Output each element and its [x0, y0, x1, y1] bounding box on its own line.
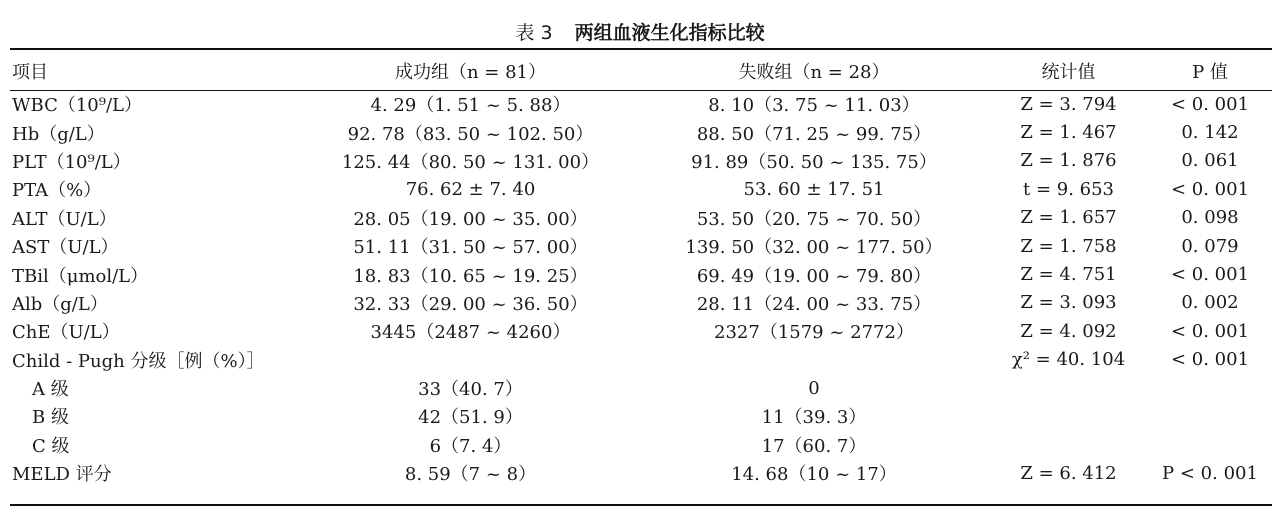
cell-failure-group: 8. 10（3. 75 ~ 11. 03） [708, 95, 920, 117]
cell-statistic [989, 402, 1148, 430]
cell-success-group: 8. 59（7 ~ 8） [404, 464, 537, 486]
table-title: 两组血液生化指标比较 [574, 22, 765, 44]
table-body [10, 90, 1272, 487]
cell-p-value: < 0. 001 [1170, 349, 1250, 371]
cell-success-group: 33（40. 7） [418, 379, 523, 401]
cell-success-group [302, 346, 639, 374]
cell-failure-group: 88. 50（71. 25 ~ 99. 75） [696, 123, 932, 145]
cell-item: TBil（μmol/L） [12, 265, 149, 287]
table-number: 表 3 [515, 22, 553, 44]
cell-success-group: 18. 83（10. 65 ~ 19. 25） [353, 265, 588, 287]
cell-statistic: Z = 1. 467 [1020, 122, 1117, 144]
cell-item: PLT（10⁹/L） [12, 151, 131, 173]
table-row [10, 118, 1272, 146]
table-row [10, 260, 1272, 288]
cell-statistic: Z = 1. 657 [1020, 207, 1117, 229]
cell-item: PTA（%） [12, 180, 102, 202]
cell-p-value [1148, 431, 1272, 459]
table-caption [0, 18, 1280, 45]
cell-success-group: 125. 44（80. 50 ~ 131. 00） [341, 151, 600, 173]
cell-item: B 级 [32, 407, 69, 429]
cell-p-value: P < 0. 001 [1162, 462, 1258, 484]
cell-failure-group: 53. 60 ± 17. 51 [743, 178, 885, 200]
cell-p-value: < 0. 001 [1170, 178, 1250, 200]
cell-success-group: 3445（2487 ~ 4260） [370, 322, 571, 344]
cell-failure-group: 91. 89（50. 50 ~ 135. 75） [691, 151, 937, 173]
cell-success-group: 32. 33（29. 00 ~ 36. 50） [353, 293, 588, 315]
cell-p-value: < 0. 001 [1170, 93, 1250, 115]
table-row [10, 317, 1272, 345]
cell-item: Hb（g/L） [12, 123, 105, 145]
cell-item: ChE（U/L） [12, 322, 120, 344]
cell-item: A 级 [32, 379, 69, 401]
cell-statistic: Z = 4. 092 [1020, 320, 1117, 342]
cell-success-group: 4. 29（1. 51 ~ 5. 88） [370, 95, 571, 117]
cell-failure-group [639, 346, 989, 374]
header-item: 项目 [12, 62, 48, 83]
cell-success-group: 28. 05（19. 00 ~ 35. 00） [353, 208, 588, 230]
cell-item: MELD 评分 [12, 464, 112, 486]
cell-item: AST（U/L） [12, 237, 119, 259]
cell-p-value: 0. 098 [1181, 207, 1239, 229]
cell-item: Child - Pugh 分级［例（%）］ [12, 350, 265, 372]
cell-p-value: 0. 002 [1181, 292, 1239, 314]
table-row [10, 374, 1272, 402]
table-row [10, 402, 1272, 430]
cell-item: WBC（10⁹/L） [12, 95, 142, 117]
cell-statistic: Z = 4. 751 [1020, 264, 1117, 286]
cell-success-group: 6（7. 4） [429, 435, 512, 457]
table-row [10, 90, 1272, 118]
table-row [10, 175, 1272, 203]
cell-p-value: < 0. 001 [1170, 320, 1250, 342]
cell-statistic [989, 374, 1148, 402]
cell-failure-group: 11（39. 3） [761, 407, 867, 429]
cell-p-value: 0. 079 [1181, 235, 1239, 257]
cell-p-value: < 0. 001 [1170, 264, 1250, 286]
cell-success-group: 51. 11（31. 50 ~ 57. 00） [353, 237, 588, 259]
cell-statistic: Z = 6. 412 [1020, 462, 1117, 484]
cell-failure-group: 53. 50（20. 75 ~ 70. 50） [696, 208, 932, 230]
cell-p-value [1148, 374, 1272, 402]
table-row [10, 289, 1272, 317]
table-row [10, 232, 1272, 260]
comparison-table [10, 52, 1272, 487]
cell-success-group: 42（51. 9） [418, 407, 523, 429]
header-success-group: 成功组（n = 81） [394, 62, 547, 83]
cell-statistic: Z = 1. 876 [1020, 150, 1117, 172]
cell-statistic: t = 9. 653 [1022, 178, 1114, 200]
cell-failure-group: 14. 68（10 ~ 17） [731, 464, 897, 486]
cell-failure-group: 139. 50（32. 00 ~ 177. 50） [685, 237, 943, 259]
table-row [10, 147, 1272, 175]
cell-failure-group: 0 [808, 377, 820, 399]
bottom-rule [10, 504, 1272, 506]
cell-statistic [989, 431, 1148, 459]
cell-p-value: 0. 061 [1181, 150, 1239, 172]
table-row [10, 431, 1272, 459]
cell-statistic: Z = 1. 758 [1020, 235, 1117, 257]
cell-p-value [1148, 402, 1272, 430]
cell-item: Alb（g/L） [12, 293, 108, 315]
table-row [10, 459, 1272, 487]
header-statistic: 统计值 [1041, 62, 1096, 83]
cell-success-group: 92. 78（83. 50 ~ 102. 50） [347, 123, 594, 145]
header-failure-group: 失败组（n = 28） [738, 62, 890, 83]
cell-item: ALT（U/L） [12, 208, 117, 230]
cell-p-value: 0. 142 [1181, 122, 1239, 144]
cell-failure-group: 17（60. 7） [761, 435, 867, 457]
table-header-row [10, 52, 1272, 90]
top-rule [10, 48, 1272, 50]
cell-statistic: Z = 3. 794 [1020, 93, 1117, 115]
cell-failure-group: 2327（1579 ~ 2772） [714, 322, 914, 344]
cell-failure-group: 28. 11（24. 00 ~ 33. 75） [696, 293, 932, 315]
cell-statistic: χ² = 40. 104 [1011, 349, 1126, 371]
table-row [10, 204, 1272, 232]
cell-failure-group: 69. 49（19. 00 ~ 79. 80） [696, 265, 932, 287]
table-row [10, 346, 1272, 374]
cell-item: C 级 [32, 435, 70, 457]
cell-statistic: Z = 3. 093 [1020, 292, 1117, 314]
cell-success-group: 76. 62 ± 7. 40 [405, 178, 536, 200]
header-p-value: P 值 [1192, 62, 1228, 83]
